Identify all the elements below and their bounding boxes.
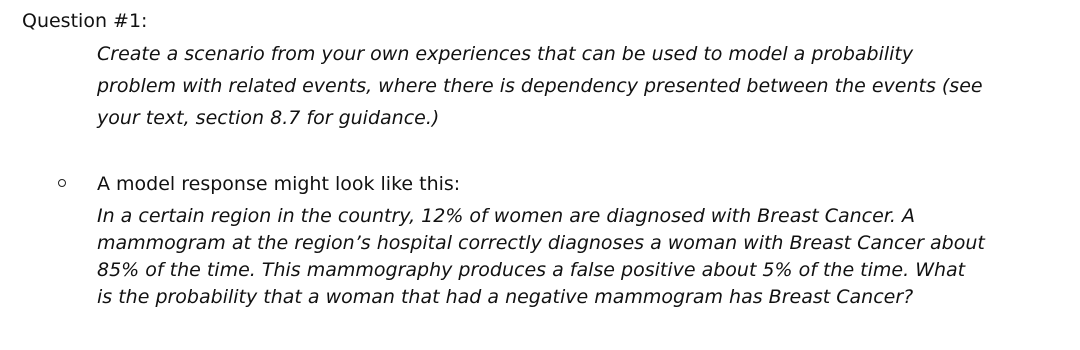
prompt-line: your text, section 8.7 for guidance.) [97, 107, 440, 129]
bullet-circle-icon [58, 179, 66, 187]
question-prompt [97, 38, 1047, 134]
response-line: In a certain region in the country, 12% of women are diagnosed with Breast Cancer. A [97, 205, 915, 227]
prompt-line: problem with related events, where there is dependency presented between the events (see [97, 75, 983, 97]
response-line: mammogram at the region’s hospital correctly diagnoses a woman with Breast Cancer about [97, 232, 985, 254]
response-line: 85% of the time. This mammography produces a false positive about 5% of the time. What [97, 259, 966, 281]
question-heading: Question #1: [22, 10, 148, 32]
response-body [97, 203, 1057, 311]
response-line: is the probability that a woman that had a negative mammogram has Breast Cancer? [97, 286, 914, 308]
response-intro: A model response might look like this: [97, 173, 461, 195]
prompt-line: Create a scenario from your own experiences that can be used to model a probability [97, 43, 914, 65]
